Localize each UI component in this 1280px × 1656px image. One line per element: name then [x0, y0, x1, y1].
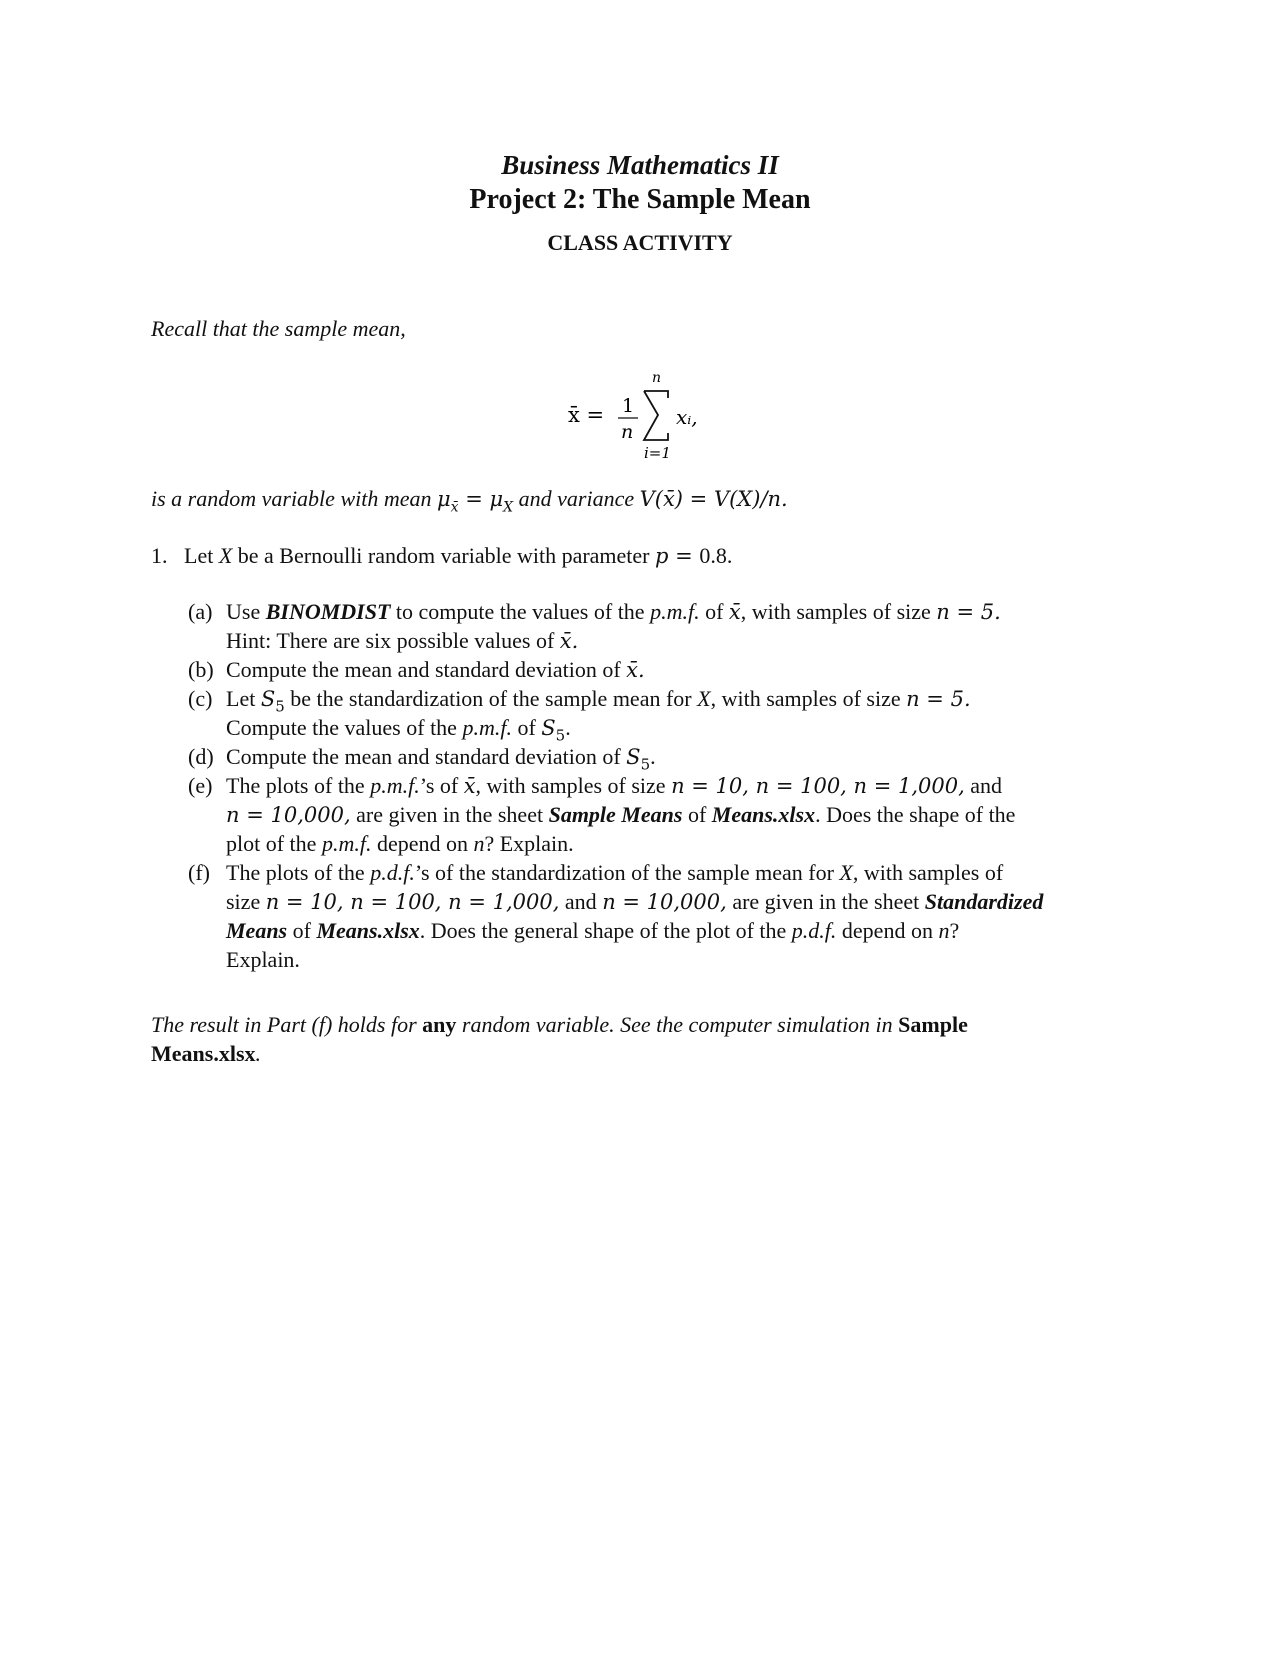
q1-text-b: be a Bernoulli random variable with parameter [232, 543, 656, 568]
e-l2-of: of [682, 802, 712, 827]
question-number: 1. [151, 543, 168, 568]
recall-text: Recall that the sample mean, [151, 316, 406, 341]
e-n-values: n = 10, n = 100, n = 1,000, [671, 774, 965, 798]
c-n: n = 5. [906, 687, 971, 711]
rv-variance: V(x̄) = V(X)/n. [639, 487, 788, 511]
b-xbar: x̄. [626, 658, 645, 682]
sum-lower: i=1 [644, 444, 671, 460]
c-text-3: be the standardization of the sample mean for [284, 686, 698, 711]
hint-xbar: x̄. [559, 629, 579, 653]
course-title: Business Mathematics II [501, 150, 779, 180]
e-xbar: x̄ [463, 774, 476, 798]
rv-mu2: μ [489, 487, 504, 511]
f-text-5: , with samples of [852, 860, 1004, 885]
rv-eq: = [458, 487, 490, 511]
sheet-means: Means [226, 918, 288, 943]
a-text-5: of [699, 599, 729, 624]
a-n: n = 5. [936, 600, 1001, 624]
f-text-1: The plots of the [226, 860, 371, 885]
q1-text-a: Let [184, 543, 219, 568]
f-l2-n2: n = 10,000, [602, 890, 727, 914]
e-l2-rest: . Does the shape of the [815, 802, 1016, 827]
f-l3-n: n [938, 918, 950, 943]
c-s-sub: 5 [275, 697, 285, 716]
rv-prefix: is a random variable with mean [151, 486, 437, 511]
e-l3-3: depend on [371, 831, 474, 856]
e-pmf: p.m.f. [370, 773, 420, 798]
c-cont-s-sub: 5 [555, 726, 566, 745]
closing-file: Means.xlsx [151, 1041, 256, 1066]
e-l3-5: ? Explain. [484, 831, 574, 856]
f-l3-depend: depend on [836, 918, 939, 943]
a-pmf: p.m.f. [650, 599, 700, 624]
file-means-xlsx-2: Means.xlsx [316, 918, 420, 943]
formula-numerator: 1 [622, 395, 635, 417]
c-cont-pmf: p.m.f. [462, 715, 512, 740]
item-f [188, 858, 1003, 887]
item-e [188, 771, 1002, 801]
item-e-line2 [226, 800, 1015, 830]
d-s-sub: 5 [640, 755, 651, 774]
item-a-hint [226, 626, 578, 656]
f-l3-q: ? [949, 918, 960, 943]
closing-text-1: The result in Part (f) holds for [151, 1012, 423, 1037]
f-l3-text: . Does the general shape of the plot of the [419, 918, 792, 943]
a-xbar: x̄ [728, 600, 741, 624]
f-x: X [839, 860, 853, 885]
project-title: Project 2: The Sample Mean [469, 184, 811, 215]
sample-mean-formula [560, 370, 740, 460]
item-f-line3 [226, 916, 959, 945]
b-text: Compute the mean and standard deviation of [226, 657, 627, 682]
closing-line-2 [151, 1039, 261, 1068]
rv-mid: and variance [513, 486, 640, 511]
closing-any: any [422, 1012, 457, 1037]
f-l3-of: of [287, 918, 317, 943]
activity-subtitle: CLASS ACTIVITY [547, 230, 733, 255]
e-l2-text: are given in the sheet [350, 802, 549, 827]
rv-mu-sub: x̄ [450, 499, 459, 516]
formula-term: xᵢ, [676, 405, 698, 429]
e-text-5: , with samples of size [475, 773, 672, 798]
rv-mu: μ [437, 487, 451, 511]
q1-p: p = [655, 544, 700, 568]
c-x: X [697, 686, 711, 711]
closing-period: . [255, 1041, 261, 1066]
d-text-3: . [650, 744, 656, 769]
item-b [188, 655, 645, 685]
a-text-3: to compute the values of the [390, 599, 651, 624]
closing-sample: Sample [898, 1012, 968, 1037]
e-l3-pmf: p.m.f. [321, 831, 372, 856]
rv-mu2-sub: X [503, 499, 514, 516]
c-text-1: Let [226, 686, 261, 711]
formula-lhs: x̄ = [568, 403, 605, 427]
item-f-line2 [226, 887, 1043, 917]
f-l2-and: and [559, 889, 603, 914]
c-text-5: , with samples of size [710, 686, 907, 711]
item-b-label: (b) [188, 657, 214, 682]
a-text-1: Use [226, 599, 266, 624]
e-l2-n: n = 10,000, [226, 803, 351, 827]
binomdist-term: BINOMDIST [265, 599, 391, 624]
c-cont-1: Compute the values of the [226, 715, 463, 740]
item-f-label: (f) [188, 860, 210, 885]
question-1 [151, 541, 732, 571]
f-text-3: ’s of the standardization of the sample mean for [414, 860, 840, 885]
e-text-7: and [964, 773, 1003, 798]
item-a-label: (a) [188, 599, 213, 624]
sum-upper: n [652, 370, 662, 386]
f-pdf: p.d.f. [370, 860, 415, 885]
sheet-sample-means: Sample Means [548, 802, 683, 827]
file-means-xlsx: Means.xlsx [711, 802, 816, 827]
item-e-label: (e) [188, 773, 213, 798]
d-s: S [626, 745, 641, 769]
closing-line-1 [151, 1010, 968, 1039]
random-variable-statement [151, 484, 788, 522]
f-l2-text: are given in the sheet [726, 889, 925, 914]
formula-denominator: n [621, 421, 634, 443]
f-l2-n: n = 10, n = 100, n = 1,000, [265, 890, 560, 914]
e-text-1: The plots of the [226, 773, 371, 798]
f-l3-pdf: p.d.f. [791, 918, 837, 943]
q1-value: 0.8. [699, 543, 733, 568]
hint-text: Hint: There are six possible values of [226, 628, 560, 653]
a-text-7: , with samples of size [740, 599, 937, 624]
e-l3-1: plot of the [226, 831, 322, 856]
q1-variable: X [218, 543, 233, 568]
c-cont-3: of [511, 715, 542, 740]
e-text-3: ’s of [419, 773, 464, 798]
item-d-label: (d) [188, 744, 214, 769]
d-text: Compute the mean and standard deviation of [226, 744, 627, 769]
c-cont-5: . [565, 715, 571, 740]
item-f-line4: Explain. [226, 947, 300, 972]
c-s: S [260, 687, 276, 711]
f-l2-1: size [226, 889, 266, 914]
e-l3-n: n [473, 831, 485, 856]
c-cont-s: S [541, 716, 556, 740]
sigma-symbol [644, 391, 668, 440]
item-a [188, 597, 1001, 627]
item-c-label: (c) [188, 686, 213, 711]
item-e-line3 [226, 829, 574, 858]
sheet-standardized: Standardized [924, 889, 1044, 914]
closing-text-3: random variable. See the computer simulation in [456, 1012, 899, 1037]
